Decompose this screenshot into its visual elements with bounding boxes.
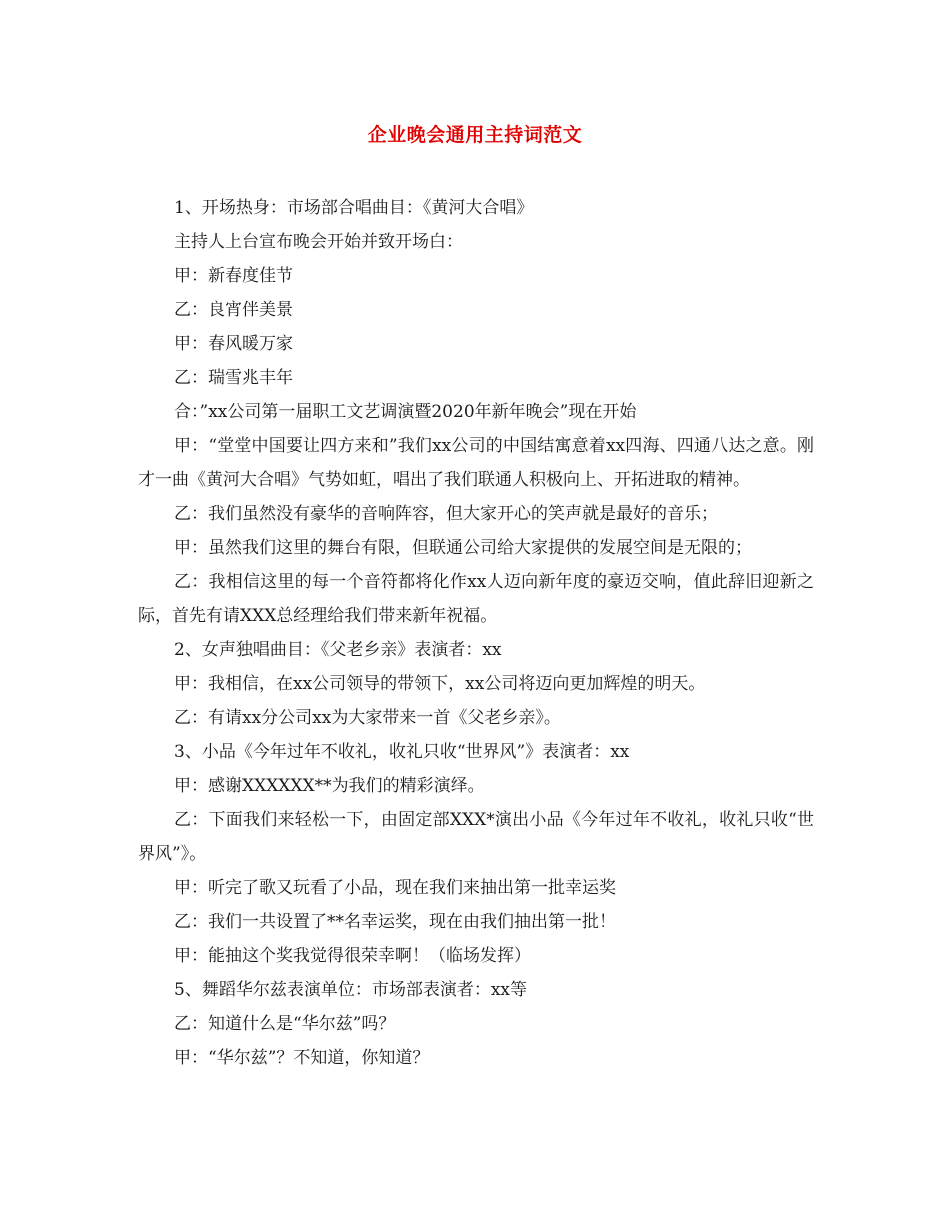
- paragraph: 甲：新春度佳节: [174, 266, 293, 286]
- paragraph: 甲：能抽这个奖我觉得很荣幸啊！（临场发挥）: [174, 946, 531, 966]
- paragraph: 主持人上台宣布晚会开始并致开场白：: [174, 232, 463, 252]
- paragraph: 乙：我相信这里的每一个音符都将化作xx人迈向新年度的豪迈交响，值此辞旧迎新之际，首先有请XXX总经理给我们带来新年祝福。: [138, 572, 814, 626]
- document-body: [138, 191, 814, 1075]
- paragraph: 合：”xx公司第一届职工文艺调演暨2020年新年晚会”现在开始: [174, 402, 637, 422]
- paragraph: 甲：感谢XXXXXX**为我们的精彩演绎。: [174, 776, 485, 796]
- paragraph: 3、小品《今年过年不收礼，收礼只收“世界风”》表演者：xx: [174, 742, 630, 762]
- paragraph: 甲：春风暖万家: [174, 334, 293, 354]
- paragraph: 甲：虽然我们这里的舞台有限，但联通公司给大家提供的发展空间是无限的；: [174, 538, 752, 558]
- paragraph: 甲：我相信，在xx公司领导的带领下，xx公司将迈向更加辉煌的明天。: [174, 674, 706, 694]
- paragraph: 乙：我们一共设置了**名幸运奖，现在由我们抽出第一批！: [174, 912, 616, 932]
- paragraph: 1、开场热身：市场部合唱曲目：《黄河大合唱》: [174, 198, 534, 218]
- paragraph: 乙：良宵伴美景: [174, 300, 293, 320]
- paragraph: 乙：瑞雪兆丰年: [174, 368, 293, 388]
- paragraph: 甲：“华尔兹”？不知道，你知道？: [174, 1048, 430, 1068]
- paragraph: 乙：我们虽然没有豪华的音响阵容，但大家开心的笑声就是最好的音乐；: [174, 504, 718, 524]
- paragraph: 2、女声独唱曲目：《父老乡亲》表演者：xx: [174, 640, 502, 660]
- paragraph: 5、舞蹈华尔兹表演单位：市场部表演者：xx等: [174, 980, 527, 1000]
- document-title: 企业晚会通用主持词范文: [367, 124, 583, 146]
- paragraph: 甲：“堂堂中国要让四方来和”我们xx公司的中国结寓意着xx四海、四通八达之意。刚才一曲《黄河大合唱》气势如虹，唱出了我们联通人积极向上、开拓进取的精神。: [138, 436, 814, 490]
- paragraph: 乙：下面我们来轻松一下，由固定部XXX*演出小品《今年过年不收礼，收礼只收“世界风”》。: [138, 810, 814, 864]
- paragraph: 乙：有请xx分公司xx为大家带来一首《父老乡亲》。: [174, 708, 561, 728]
- paragraph: 甲：听完了歌又玩看了小品，现在我们来抽出第一批幸运奖: [174, 878, 616, 898]
- paragraph: 乙：知道什么是“华尔兹”吗？: [174, 1014, 396, 1034]
